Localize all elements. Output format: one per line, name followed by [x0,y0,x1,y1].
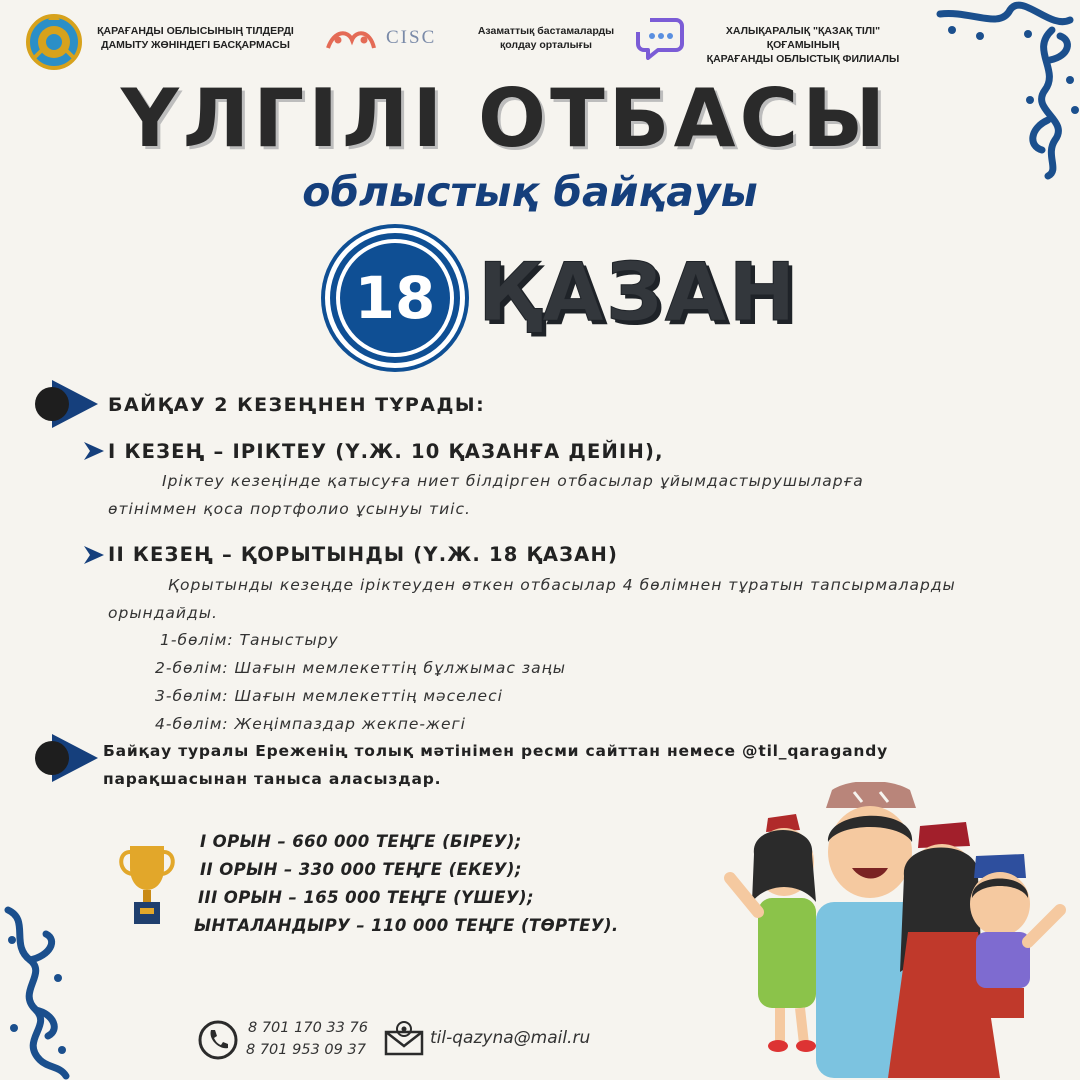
prize-item: ІІ ОРЫН – 330 000 ТЕҢГЕ (ЕКЕУ); [200,860,522,879]
chat-logo-icon [636,18,684,60]
stage1-line2: өтініммен қоса портфолио ұсынуы тиіс. [108,500,471,518]
date-day-badge [325,228,465,368]
ornament-bottom-left-icon [0,900,80,1080]
prize-item: ІІІ ОРЫН – 165 000 ТЕҢГЕ (ҮШЕУ); [198,888,534,907]
main-title: ҮЛГІЛІ ОТБАСЫ [120,72,890,165]
bullet-arrow-icon [32,734,104,782]
org4-name [690,24,916,66]
stage2-part: 2-бөлім: Шағын мемлекеттің бұлжымас заңы [155,659,567,677]
stage1-title: І КЕЗЕҢ – ІРІКТЕУ (Ү.Ж. 10 ҚАЗАНҒА ДЕЙІН), [108,440,664,463]
org4-line2: ҚАРАҒАНДЫ ОБЛЫСТЫҚ ФИЛИАЛЫ [706,53,900,65]
org3-name [470,24,622,52]
trophy-icon [116,842,178,926]
stages-heading: БАЙҚАУ 2 КЕЗЕҢНЕН ТҰРАДЫ: [108,394,486,416]
stage2-part: 3-бөлім: Шағын мемлекеттің мәселесі [155,687,503,705]
org1-name [88,24,303,52]
prize-item: І ОРЫН – 660 000 ТЕҢГЕ (БІРЕУ); [200,832,522,851]
date-month: ҚАЗАН [478,246,798,339]
bullet-arrow-icon [32,380,104,428]
email-link[interactable]: til-qazyna@mail.ru [430,1028,591,1048]
chevron-right-icon [84,546,104,564]
cisc-logo-text: CISC [386,27,437,48]
phone-number: 8 701 953 09 37 [246,1042,366,1058]
stage2-part: 4-бөлім: Жеңімпаздар жекпе-жегі [155,715,466,733]
note-line2: парақшасынан таныса аласыздар. [103,770,442,788]
kazakhstan-emblem-icon [26,14,82,70]
phone-number: 8 701 170 33 76 [248,1020,368,1036]
stage2-part: 1-бөлім: Таныстыру [160,631,339,649]
org3-line1: Азаматтық бастамаларды [477,25,615,37]
phone-icon [198,1020,238,1060]
stage2-line1: Қорытынды кезеңде іріктеуден өткен отбасылар 4 бөлімнен тұратын тапсырмаларды [168,576,956,594]
org1-line1: ҚАРАҒАНДЫ ОБЛЫСЫНЫҢ ТІЛДЕРДІ [97,25,294,37]
family-illustration [720,782,1070,1078]
chevron-right-icon [84,442,104,460]
note-line1: Байқау туралы Ереженің толық мәтінімен ресми сайттан немесе @til_qaragandy [103,742,888,760]
org3-line2: қолдау орталығы [500,39,592,51]
org1-line2: ДАМЫТУ ЖӨНІНДЕГІ БАСҚАРМАСЫ [101,39,290,51]
prize-item: ЫНТАЛАНДЫРУ – 110 000 ТЕҢГЕ (ТӨРТЕУ). [194,916,619,935]
org4-line1: ХАЛЫҚАРАЛЫҚ "ҚАЗАҚ ТІЛІ" ҚОҒАМЫНЫҢ [725,25,881,51]
stage2-line2: орындайды. [108,604,218,622]
date-day: 18 [336,239,454,357]
cisc-logo-icon [324,26,378,52]
stage2-title: ІІ КЕЗЕҢ – ҚОРЫТЫНДЫ (Ү.Ж. 18 ҚАЗАН) [108,543,619,566]
stage1-line1: Іріктеу кезеңінде қатысуға ниет білдірген отбасылар ұйымдастырушыларға [162,472,864,490]
mail-icon [384,1020,424,1056]
sub-title: облыстық байқауы [302,168,758,216]
